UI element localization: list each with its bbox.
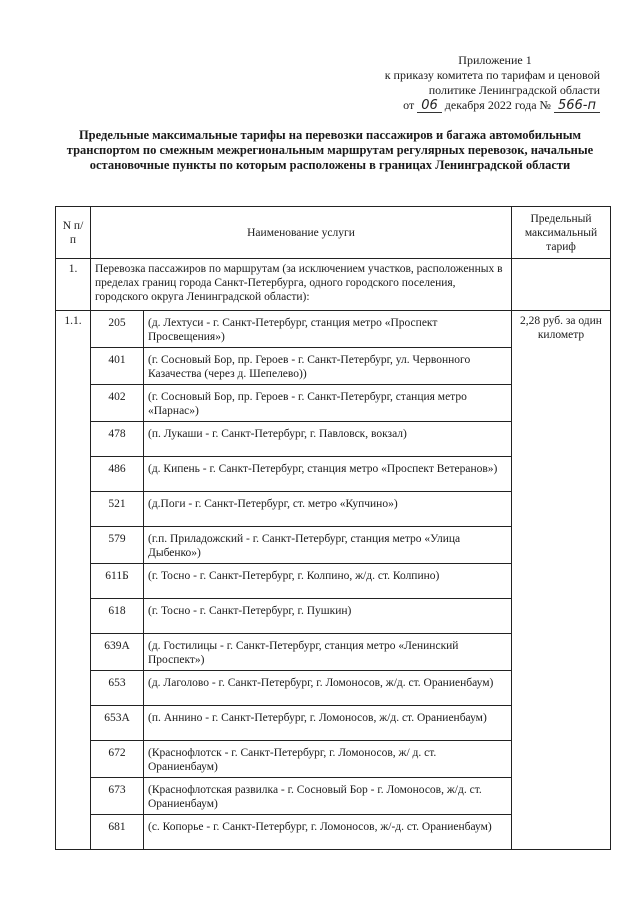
route-code: 618 [91,599,144,634]
appendix-label: Приложение 1 [458,53,532,67]
route-description: (г. Тосно - г. Санкт-Петербург, г. Колпино, ж/д. ст. Колпино) [144,564,512,599]
route-code: 681 [91,815,144,850]
route-description: (д.Поги - г. Санкт-Петербург, ст. метро «Купчино») [144,492,512,527]
route-code: 672 [91,741,144,778]
route-row [56,311,611,348]
document-title: Предельные максимальные тарифы на перевозки пассажиров и багажа автомобильным транспортом по смежным межрегиональным маршрутам регулярных перевозок, начальные остановочные пункты по которым расположены в границах Ленинградской области [66,128,594,172]
handwritten-order-number: 566-п [554,99,600,113]
table-header-row [56,207,611,259]
route-description: (д. Лаголово - г. Санкт-Петербург, г. Ломоносов, ж/д. ст. Ораниенбаум) [144,671,512,706]
handwritten-day: 06 [417,99,442,113]
appendix-date-line [330,98,600,113]
section-row [56,259,611,311]
subsection-num: 1.1. [56,311,91,850]
route-description: (г. Сосновый Бор, пр. Героев - г. Санкт-Петербург, станция метро «Парнас») [144,385,512,422]
tariff-value: 2,28 руб. за один километр [512,311,611,850]
route-code: 611Б [91,564,144,599]
route-code: 653 [91,671,144,706]
route-code: 639А [91,634,144,671]
route-code: 205 [91,311,144,348]
section-num: 1. [56,259,91,311]
route-description: (Краснофлотск - г. Санкт-Петербург, г. Ломоносов, ж/ д. ст. Ораниенбаум) [144,741,512,778]
date-text: декабря 2022 года № [444,98,551,112]
route-code: 653А [91,706,144,741]
route-code: 401 [91,348,144,385]
route-code: 521 [91,492,144,527]
section-tariff-empty [512,259,611,311]
header-name: Наименование услуги [91,207,512,259]
route-description: (г.п. Приладожский - г. Санкт-Петербург, станция метро «Улица Дыбенко») [144,527,512,564]
route-description: (г. Сосновый Бор, пр. Героев - г. Санкт-Петербург, ул. Червонного Казачества (через д. Шепелево)) [144,348,512,385]
route-code: 673 [91,778,144,815]
appendix-committee-line: политике Ленинградской области [428,83,600,97]
route-description: (п. Лукаши - г. Санкт-Петербург, г. Павловск, вокзал) [144,422,512,457]
header-tariff: Предельный максимальный тариф [512,207,611,259]
tariff-table [55,206,611,850]
appendix-header [330,53,600,113]
route-code: 402 [91,385,144,422]
section-text: Перевозка пассажиров по маршрутам (за исключением участков, расположенных в пределах границ города Санкт-Петербурга, одного городского поселения, городского округа Ленинградской области): [91,259,512,311]
route-description: (д. Лехтуси - г. Санкт-Петербург, станция метро «Проспект Просвещения») [144,311,512,348]
route-code: 478 [91,422,144,457]
route-description: (Краснофлотская развилка - г. Сосновый Бор - г. Ломоносов, ж/д. ст. Ораниенбаум) [144,778,512,815]
route-description: (г. Тосно - г. Санкт-Петербург, г. Пушкин) [144,599,512,634]
route-description: (с. Копорье - г. Санкт-Петербург, г. Ломоносов, ж/-д. ст. Ораниенбаум) [144,815,512,850]
route-code: 486 [91,457,144,492]
route-description: (п. Аннино - г. Санкт-Петербург, г. Ломоносов, ж/д. ст. Ораниенбаум) [144,706,512,741]
route-description: (д. Гостилицы - г. Санкт-Петербург, станция метро «Ленинский Проспект») [144,634,512,671]
route-code: 579 [91,527,144,564]
route-description: (д. Кипень - г. Санкт-Петербург, станция метро «Проспект Ветеранов») [144,457,512,492]
header-num: N п/п [56,207,91,259]
date-prefix: от [403,98,415,112]
appendix-order-line: к приказу комитета по тарифам и ценовой [384,68,600,82]
